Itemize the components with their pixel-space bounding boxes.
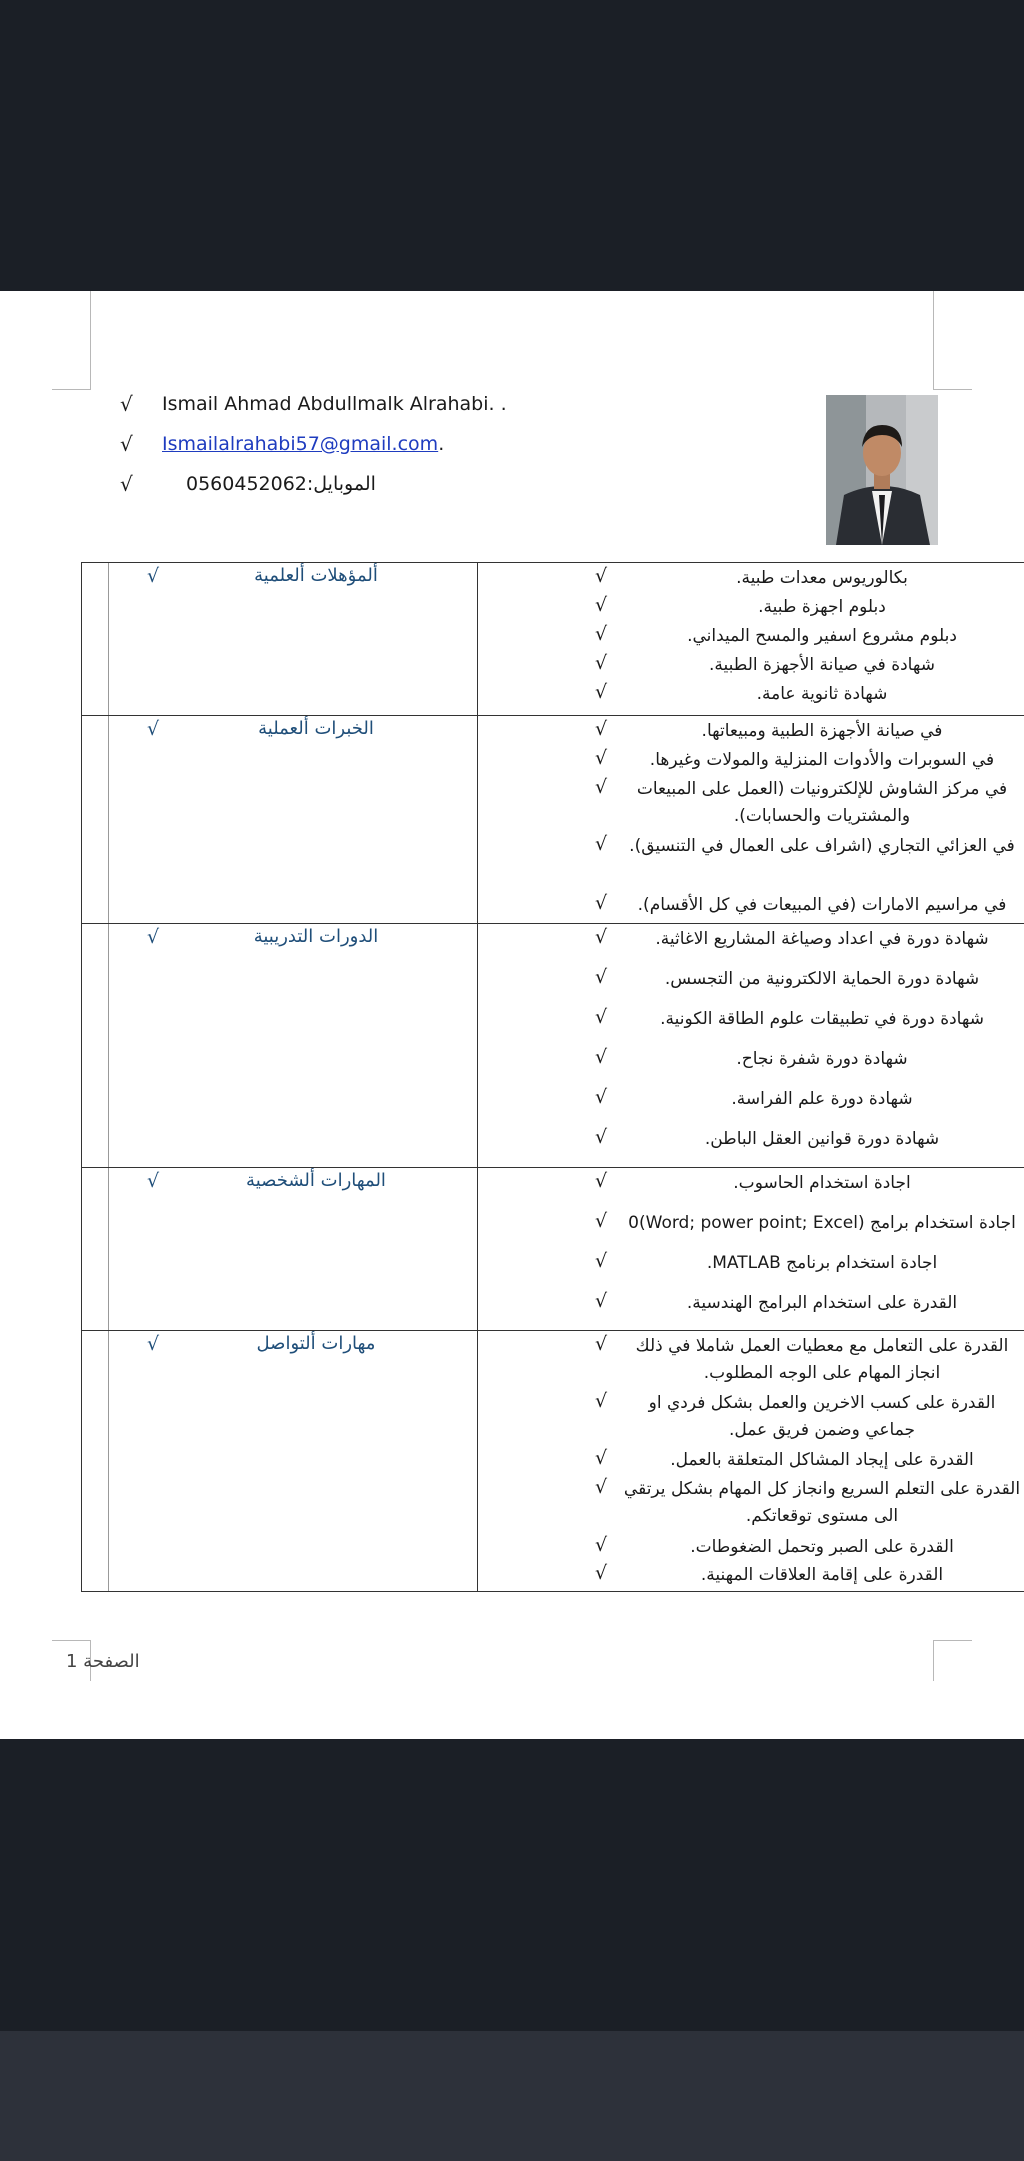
email-suffix: . bbox=[438, 433, 445, 455]
section-title: الدورات التدريبية bbox=[253, 926, 379, 947]
table-inner-border bbox=[108, 1168, 109, 1330]
table-column-divider bbox=[477, 716, 478, 923]
table-border-left bbox=[81, 1331, 82, 1591]
check-icon: √ bbox=[595, 1476, 608, 1498]
phone-number: الموبايل:0560452062 bbox=[186, 473, 376, 495]
section-qualifications bbox=[81, 563, 1024, 716]
check-icon: √ bbox=[595, 1086, 608, 1108]
crop-mark-top-left bbox=[52, 291, 91, 390]
section-communication-skills bbox=[81, 1331, 1024, 1592]
check-icon: √ bbox=[595, 1562, 608, 1584]
check-icon: √ bbox=[595, 1006, 608, 1028]
check-icon: √ bbox=[595, 966, 608, 988]
section-title: ألمؤهلات ألعلمية bbox=[254, 565, 378, 586]
item-text: القدرة على إيجاد المشاكل المتعلقة بالعمل. bbox=[670, 1450, 974, 1470]
header-name-line bbox=[120, 389, 507, 419]
item-text: في مركز الشاوش للإلكترونيات (العمل على المبيعات والمشتريات والحسابات). bbox=[636, 779, 1008, 826]
check-icon: √ bbox=[595, 681, 608, 703]
page-number-label: الصفحة 1 bbox=[66, 1651, 140, 1672]
profile-photo bbox=[826, 395, 938, 545]
check-icon: √ bbox=[595, 1390, 608, 1412]
email-link[interactable]: Ismailalrahabi57@gmail.com bbox=[162, 433, 439, 455]
check-icon: √ bbox=[595, 565, 608, 587]
item-text: في صيانة الأجهزة الطبية ومبيعاتها. bbox=[701, 721, 943, 741]
check-icon: √ bbox=[147, 1333, 160, 1355]
check-icon: √ bbox=[147, 718, 160, 740]
header-email-line bbox=[120, 429, 444, 459]
item-text: شهادة دورة في اعداد وصياغة المشاريع الاغاثية. bbox=[655, 929, 989, 949]
check-icon: √ bbox=[147, 1170, 160, 1192]
item-text: في السوبرات والأدوات المنزلية والمولات وغيرها. bbox=[649, 750, 995, 770]
check-icon: √ bbox=[147, 926, 160, 948]
item-text: القدرة على الصبر وتحمل الضغوطات. bbox=[690, 1537, 954, 1557]
check-icon: √ bbox=[595, 1170, 608, 1192]
item-text: اجادة استخدام برامج (Word; power point; Excel)0 bbox=[628, 1213, 1016, 1233]
item-text: دبلوم مشروع اسفير والمسح الميداني. bbox=[687, 626, 957, 646]
table-inner-border bbox=[108, 1331, 109, 1591]
check-icon: √ bbox=[595, 1534, 608, 1556]
top-dark-band bbox=[0, 0, 1024, 291]
section-title: مهارات ألتواصل bbox=[256, 1333, 376, 1354]
check-icon: √ bbox=[120, 432, 133, 456]
section-experience bbox=[81, 716, 1024, 924]
check-icon: √ bbox=[120, 392, 133, 416]
table-border-left bbox=[81, 563, 82, 715]
item-text: شهادة دورة علم الفراسة. bbox=[731, 1089, 913, 1109]
check-icon: √ bbox=[595, 833, 608, 855]
check-icon: √ bbox=[595, 594, 608, 616]
item-text: القدرة على استخدام البرامج الهندسية. bbox=[686, 1293, 958, 1313]
check-icon: √ bbox=[147, 565, 160, 587]
table-column-divider bbox=[477, 1331, 478, 1591]
item-text: بكالوريوس معدات طبية. bbox=[736, 568, 908, 588]
item-text: القدرة على التعلم السريع وانجاز كل المهام بشكل يرتقي الى مستوى توقعاتكم. bbox=[623, 1479, 1021, 1526]
check-icon: √ bbox=[595, 926, 608, 948]
check-icon: √ bbox=[595, 652, 608, 674]
header-phone-line bbox=[120, 469, 376, 499]
check-icon: √ bbox=[595, 776, 608, 798]
item-text: شهادة دورة في تطبيقات علوم الطاقة الكونية. bbox=[660, 1009, 984, 1029]
check-icon: √ bbox=[595, 892, 608, 914]
table-column-divider bbox=[477, 1168, 478, 1330]
item-text: شهادة ثانوية عامة. bbox=[756, 684, 888, 704]
item-text: شهادة دورة شفرة نجاح. bbox=[736, 1049, 908, 1069]
section-title: الخبرات ألعملية bbox=[258, 718, 374, 739]
item-text: شهادة في صيانة الأجهزة الطبية. bbox=[709, 655, 935, 675]
table-column-divider bbox=[477, 924, 478, 1167]
item-text: اجادة استخدام برنامج MATLAB. bbox=[706, 1253, 938, 1273]
item-text: في العزائي التجاري (اشراف على العمال في التنسيق). bbox=[629, 836, 1015, 856]
item-text: شهادة دورة الحماية الالكترونية من التجسس. bbox=[664, 969, 980, 989]
check-icon: √ bbox=[595, 1447, 608, 1469]
applicant-name: Ismail Ahmad Abdullmalk Alrahabi. . bbox=[162, 393, 507, 415]
table-border-left bbox=[81, 924, 82, 1167]
item-text: القدرة على كسب الاخرين والعمل بشكل فردي او جماعي وضمن فريق عمل. bbox=[648, 1393, 996, 1440]
cv-table bbox=[81, 562, 1024, 1592]
check-icon: √ bbox=[595, 1290, 608, 1312]
section-title: المهارات ألشخصية bbox=[246, 1170, 386, 1191]
check-icon: √ bbox=[120, 472, 133, 496]
table-column-divider bbox=[477, 563, 478, 715]
check-icon: √ bbox=[595, 747, 608, 769]
item-text: القدرة على التعامل مع معطيات العمل شاملا في ذلك انجاز المهام على الوجه المطلوب. bbox=[635, 1336, 1009, 1383]
check-icon: √ bbox=[595, 1333, 608, 1355]
table-inner-border bbox=[108, 924, 109, 1167]
check-icon: √ bbox=[595, 1250, 608, 1272]
item-text: اجادة استخدام الحاسوب. bbox=[733, 1173, 911, 1193]
table-border-left bbox=[81, 1168, 82, 1330]
crop-mark-bottom-right bbox=[933, 1640, 972, 1681]
item-text: دبلوم اجهزة طبية. bbox=[758, 597, 886, 617]
check-icon: √ bbox=[595, 718, 608, 740]
check-icon: √ bbox=[595, 1210, 608, 1232]
item-text: في مراسيم الامارات (في المبيعات في كل الأقسام). bbox=[637, 895, 1007, 915]
check-icon: √ bbox=[595, 1046, 608, 1068]
check-icon: √ bbox=[595, 623, 608, 645]
table-border-left bbox=[81, 716, 82, 923]
crop-mark-top-right bbox=[933, 291, 972, 390]
check-icon: √ bbox=[595, 1126, 608, 1148]
navigation-bar bbox=[0, 2031, 1024, 2161]
table-inner-border bbox=[108, 716, 109, 923]
item-text: شهادة دورة قوانين العقل الباطن. bbox=[704, 1129, 940, 1149]
section-training bbox=[81, 924, 1024, 1168]
item-text: القدرة على إقامة العلاقات المهنية. bbox=[700, 1565, 944, 1585]
bottom-dark-band bbox=[0, 1739, 1024, 2031]
section-personal-skills bbox=[81, 1168, 1024, 1331]
table-inner-border bbox=[108, 563, 109, 715]
